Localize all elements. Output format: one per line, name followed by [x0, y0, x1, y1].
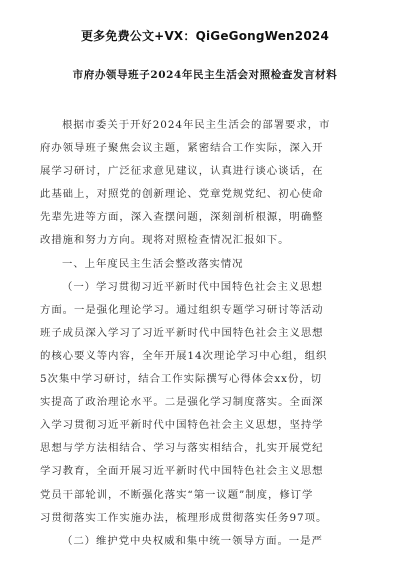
body-line: 学习教育，全面开展习近平新时代中国特色社会主义思想 [40, 465, 324, 478]
body-line: 先辈先进等方面，深入查摆问题，深刻剖析根源，明确整 [40, 211, 324, 224]
body-line: 方面。一是强化理论学习。通过组织专题学习研讨等活动 [40, 303, 324, 316]
body-line: （一）学习贯彻习近平新时代中国特色社会主义思想 [62, 280, 323, 293]
body-line: 展学习研讨，广泛征求意见建议，认真进行谈心谈话，在 [40, 165, 324, 178]
body-line: 习贯彻落实工作实施办法，梳理形成贯彻落实任务97项。 [40, 511, 328, 524]
watermark-banner: 更多免费公文+VX：QiGeGongWen2024 [80, 29, 329, 43]
body-line: （二）维护党中央权威和集中统一领导方面。一是严 [62, 534, 323, 547]
body-line: 府办领导班子聚焦会议主题，紧密结合工作实际，深入开 [40, 142, 324, 155]
body-line: 实提高了政治理论水平。二是强化学习制度落实。全面深 [40, 396, 324, 409]
document-body [40, 114, 374, 553]
body-line: 改措施和努力方向。现将对照检查情况汇报如下。 [40, 234, 290, 247]
document-title: 市府办领导班子2024年民主生活会对照检查发言材料 [72, 69, 338, 81]
body-line: 班子成员深入学习了习近平新时代中国特色社会主义思想 [40, 326, 324, 339]
body-line: 的核心要义等内容，全年开展14次理论学习中心组，组织 [40, 349, 328, 362]
body-line: 根据市委关于开好2024年民主生活会的部署要求，市 [62, 119, 331, 131]
body-line: 入学习贯彻习近平新时代中国特色社会主义思想，坚持学 [40, 419, 324, 432]
body-line: 此基础上，对照党的创新理论、党章党规党纪、初心使命 [40, 188, 324, 201]
body-line: 党员干部轮训，不断强化落实“第一议题”制度，修订学 [40, 488, 314, 501]
body-line: 一、上年度民主生活会整改落实情况 [62, 257, 244, 270]
body-line: 5次集中学习研讨，结合工作实际撰写心得体会xx份，切 [40, 373, 323, 386]
body-line: 思想与学方法相结合、学习与落实相结合，扎实开展党纪 [40, 442, 324, 455]
